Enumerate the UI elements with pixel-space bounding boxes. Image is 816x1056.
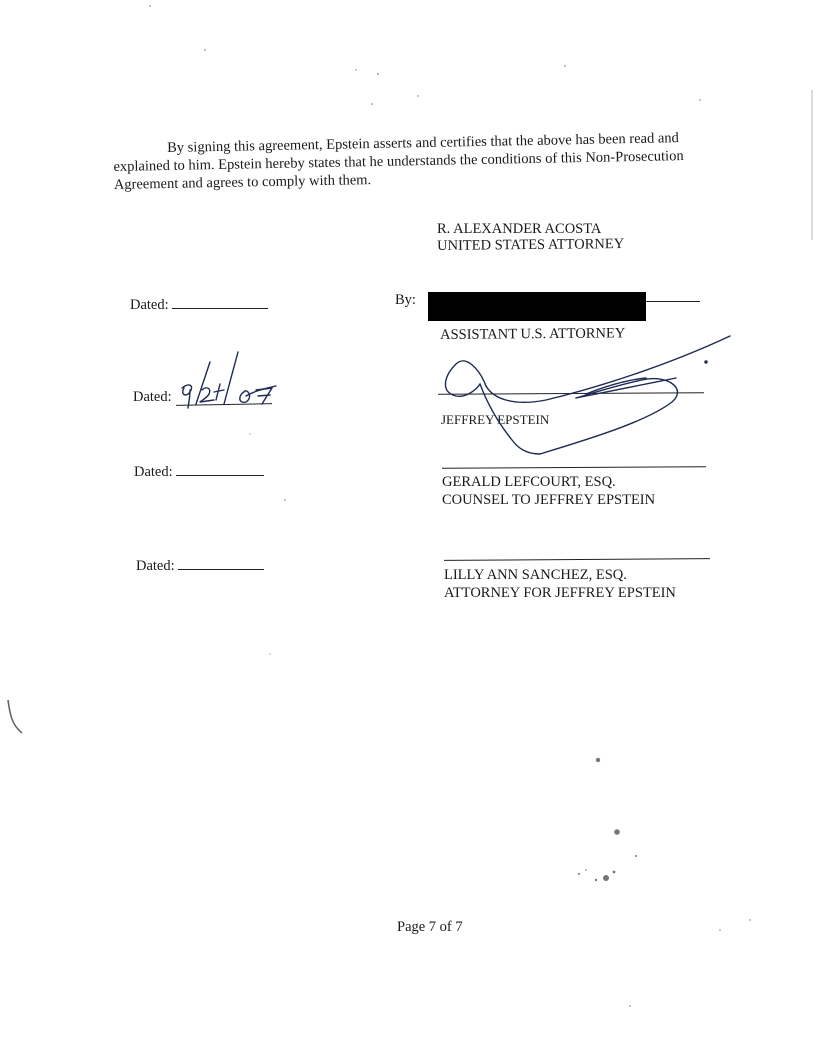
by-label: By: [395,292,416,308]
us-attorney-name: R. ALEXANDER ACOSTA [437,221,602,237]
signatory-subtitle-lefcourt: COUNSEL TO JEFFREY EPSTEIN [442,492,656,508]
us-attorney-title: UNITED STATES ATTORNEY [437,236,625,254]
paragraph-text: By signing this agreement, Epstein asserts and certifies that the above has been read and explained to him. Epstein hereby states that he understands the conditions of this Non-Prosecution Agreement and agrees to comply with them. [113,130,684,193]
page-footer: Page 7 of 7 [397,919,463,935]
dated-label: Dated: [133,389,172,405]
signatory-subtitle-sanchez: ATTORNEY FOR JEFFREY EPSTEIN [444,585,676,601]
signatory-title-sanchez: LILLY ANN SANCHEZ, ESQ. [444,567,627,583]
signatory-title-epstein: JEFFREY EPSTEIN [441,412,550,427]
signatory-title-lefcourt: GERALD LEFCOURT, ESQ. [442,474,616,490]
signatory-title-ausa: ASSISTANT U.S. ATTORNEY [440,325,626,343]
dated-label: Dated: [136,558,175,574]
dated-label: Dated: [130,297,169,313]
dated-label: Dated: [134,464,173,480]
